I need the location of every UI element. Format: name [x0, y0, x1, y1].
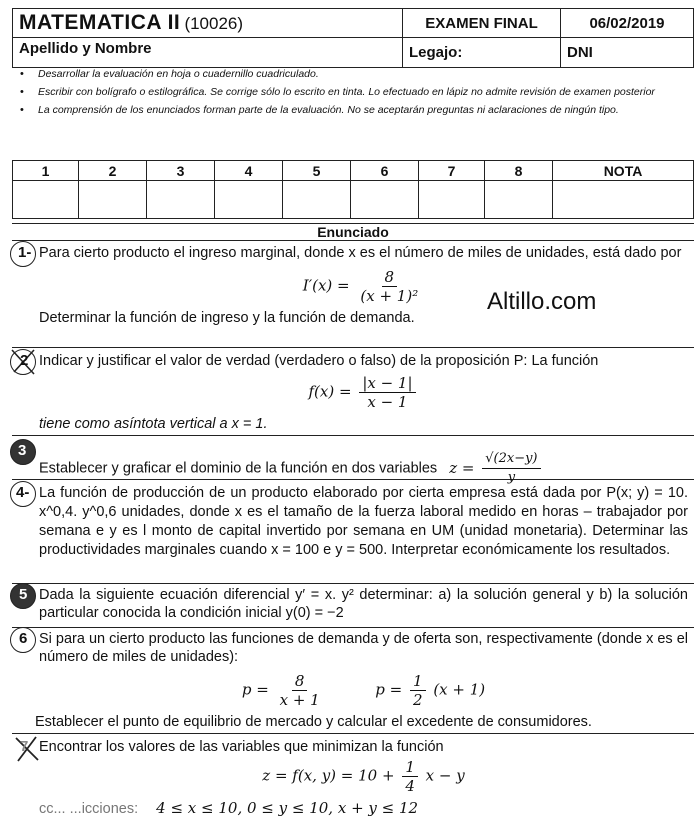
grade-header-4: 4 [215, 161, 283, 181]
course-title: MATEMATICA II [19, 11, 181, 34]
grade-cell [215, 181, 283, 219]
grade-cell-nota [553, 181, 694, 219]
question-text: Establecer y graficar el dominio de la función en dos variables [39, 460, 438, 477]
question-number: 2 [20, 352, 29, 369]
bullet-icon: • [20, 104, 24, 116]
instruction-item: • La comprensión de los enunciados forman parte de la evaluación. No se aceptarán preguntas ni aclaraciones de ningún tipo. [20, 104, 619, 116]
dni-field-label: DNI [561, 38, 694, 68]
question-6 [12, 630, 694, 734]
question-body [39, 352, 688, 433]
question-text: La función de producción de un producto elaborado por cierta empresa está dada por P(x; y) = 10. x^0,4. y^0,6 unidades, donde x es el tamaño de la fuerza laboral medido en horas – trabajador por semana e y es l monto de capital invertido por semana en UM (unidad monetaria). Determinar las productividades marginales cuando x = 100 e y = 500. Interpretar económicamente los resultados. [39, 485, 688, 558]
exam-header [12, 8, 694, 68]
question-2 [12, 352, 694, 436]
question-text: Dada la siguiente ecuación diferencial y′ = x. y² determinar: a) la solución general y b) la solución particular conocida la condición inicial y(0) = −2 [39, 587, 688, 621]
question-number: 5 [19, 586, 28, 603]
exam-date: 06/02/2019 [561, 9, 694, 38]
question-text: Indicar y justificar el valor de verdad (verdadero o falso) de la proposición P: La función [39, 353, 599, 369]
grade-header-3: 3 [147, 161, 215, 181]
grade-header-nota: NOTA [553, 161, 694, 181]
grade-cell [13, 181, 79, 219]
question-number: 1- [18, 244, 32, 261]
grade-header-5: 5 [283, 161, 351, 181]
instruction-item: • Desarrollar la evaluación en hoja o cuadernillo cuadriculado. [20, 68, 319, 80]
grade-header-2: 2 [79, 161, 147, 181]
instructions-list [20, 68, 690, 122]
name-field-label: Apellido y Nombre [13, 38, 403, 68]
constraints: cc... ...icciones: 4 ≤ x ≤ 10, 0 ≤ y ≤ 10, x + y ≤ 12 [39, 799, 419, 817]
bullet-icon: • [20, 68, 24, 80]
formula: p = $\frac{8}{x + 1}$ p = $\frac{1}{2}$ (x + 1) [241, 672, 486, 709]
question-tail: Determinar la función de ingreso y la función de demanda. [39, 310, 415, 326]
grade-cell [147, 181, 215, 219]
question-body [39, 738, 688, 818]
question-1 [12, 244, 694, 348]
question-tail: tiene como asíntota vertical a x = 1. [39, 416, 268, 432]
question-text: Si para un cierto producto las funciones de demanda y de oferta son, respectivamente (donde x es el número de miles de unidades): [39, 631, 688, 665]
question-text: Encontrar los valores de las variables que minimizan la función [39, 739, 444, 755]
grade-cell [485, 181, 553, 219]
question-7 [12, 738, 694, 818]
question-number: 6 [19, 630, 28, 647]
grade-header-1: 1 [13, 161, 79, 181]
grade-header-8: 8 [485, 161, 553, 181]
grade-cell [283, 181, 351, 219]
grade-cell [419, 181, 485, 219]
grade-cell [79, 181, 147, 219]
formula: z = $\frac{√(2x-y)}{y}$ [449, 459, 543, 477]
bullet-icon: • [20, 86, 24, 98]
question-body [35, 630, 688, 731]
question-3 [12, 442, 694, 485]
question-number: 7 [20, 738, 29, 755]
course-code: (10026) [184, 14, 244, 33]
exam-type: EXAMEN FINAL [403, 9, 561, 38]
grades-table [12, 160, 694, 219]
question-number: 4- [16, 484, 30, 501]
formula: z = f(x, y) = 10 + $\frac{1}{4}$ x − y [262, 758, 465, 795]
question-body [39, 450, 688, 487]
question-text: Para cierto producto el ingreso marginal, donde x es el número de miles de unidades, está dado por [39, 245, 682, 261]
question-number: 3 [18, 442, 27, 459]
instruction-item: • Escribir con bolígrafo o estilográfica. Se corrige sólo lo escrito en tinta. Lo efectuado en lápiz no admite revisión de examen posterior [20, 86, 655, 98]
question-5 [12, 586, 694, 628]
grade-header-6: 6 [351, 161, 419, 181]
question-4 [12, 484, 694, 584]
formula: I′(x) = $\frac{8}{\text{(x + 1)²}}$ [302, 268, 419, 305]
grade-header-7: 7 [419, 161, 485, 181]
watermark: Altillo.com [487, 288, 597, 315]
course-cell [13, 9, 403, 38]
question-tail: Establecer el punto de equilibrio de mercado y calcular el excedente de consumidores. [35, 714, 592, 730]
question-body [39, 244, 688, 327]
enunciado-heading: Enunciado [12, 223, 694, 241]
grade-cell [351, 181, 419, 219]
legajo-field-label: Legajo: [403, 38, 561, 68]
formula: f(x) = $\frac{|x - 1|}{x - 1}$ [39, 374, 688, 411]
